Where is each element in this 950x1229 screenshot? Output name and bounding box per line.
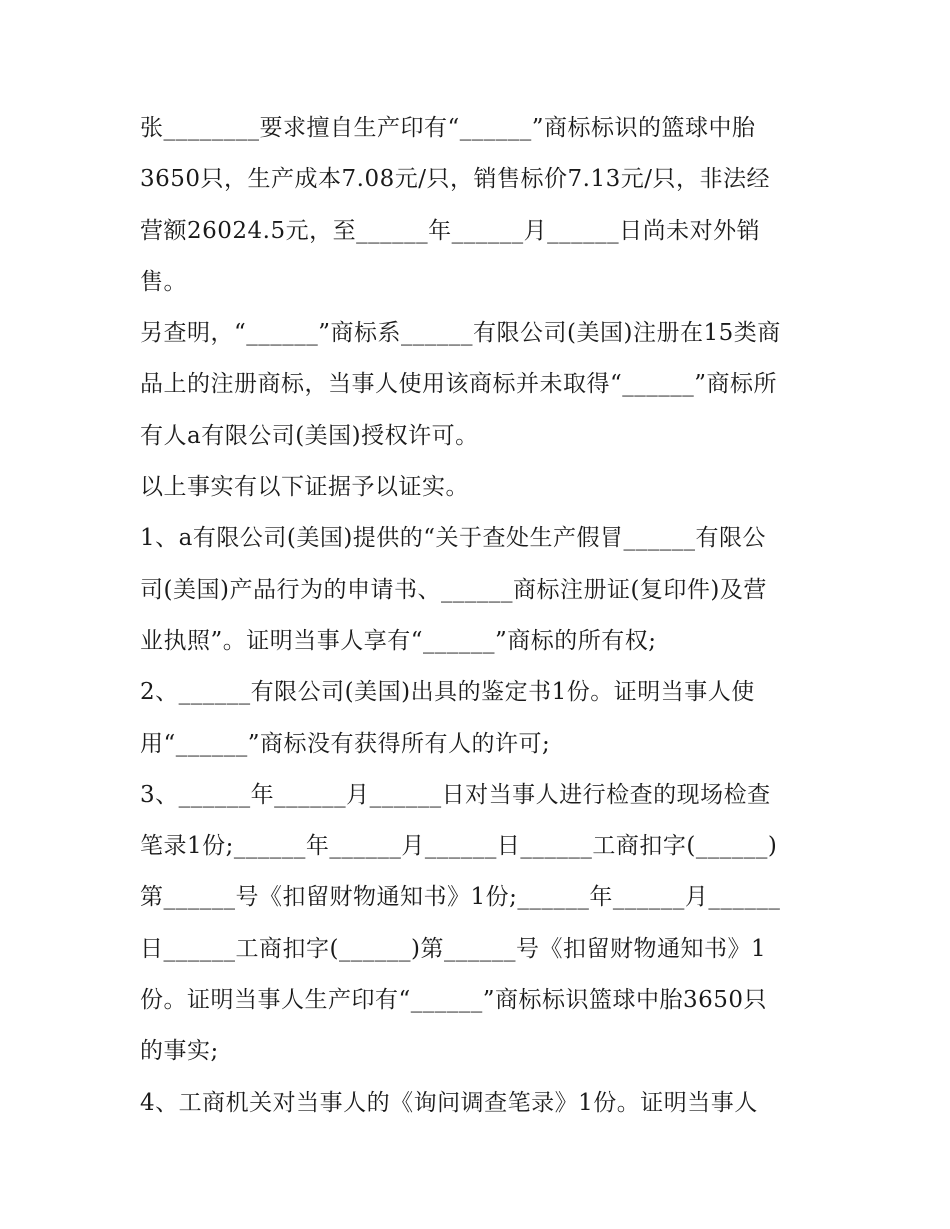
text-line: 以上事实有以下证据予以证实。 <box>140 474 469 501</box>
text-line: 第______号《扣留财物通知书》1份;______年______月______ <box>140 884 781 911</box>
text-line: 售。 <box>140 268 187 295</box>
text-line: 3、______年______月______日对当事人进行检查的现场检查 <box>140 781 771 808</box>
text-line: 笔录1份;______年______月______日______工商扣字(______) <box>140 833 778 860</box>
text-line: 份。证明当事人生产印有“______”商标标识篮球中胎3650只 <box>140 987 768 1014</box>
text-line: 营额26024.5元，至______年______月______日尚未对外销 <box>140 217 761 244</box>
text-line: 司(美国)产品行为的申请书、______商标注册证(复印件)及营 <box>140 576 767 603</box>
text-line: 1、a有限公司(美国)提供的“关于查处生产假冒______有限公 <box>140 525 767 552</box>
text-line: 4、工商机关对当事人的《询问调查笔录》1份。证明当事人 <box>140 1089 758 1116</box>
text-line: 2、______有限公司(美国)出具的鉴定书1份。证明当事人使 <box>140 679 755 706</box>
text-line: 用“______”商标没有获得所有人的许可; <box>140 730 551 757</box>
text-line: 张________要求擅自生产印有“______”商标标识的篮球中胎 <box>140 115 756 141</box>
text-line: 日______工商扣字(______)第______号《扣留财物通知书》1 <box>140 935 767 962</box>
text-line: 有人a有限公司(美国)授权许可。 <box>140 422 479 449</box>
document-body <box>140 103 820 1129</box>
text-line: 业执照”。证明当事人享有“______”商标的所有权; <box>140 627 657 654</box>
text-line: 品上的注册商标，当事人使用该商标并未取得“______”商标所 <box>140 371 778 398</box>
text-line: 另查明，“______”商标系______有限公司(美国)注册在15类商 <box>140 320 781 347</box>
text-line: 的事实; <box>140 1038 219 1065</box>
text-line: 3650只，生产成本7.08元/只，销售标价7.13元/只，非法经 <box>140 166 770 193</box>
